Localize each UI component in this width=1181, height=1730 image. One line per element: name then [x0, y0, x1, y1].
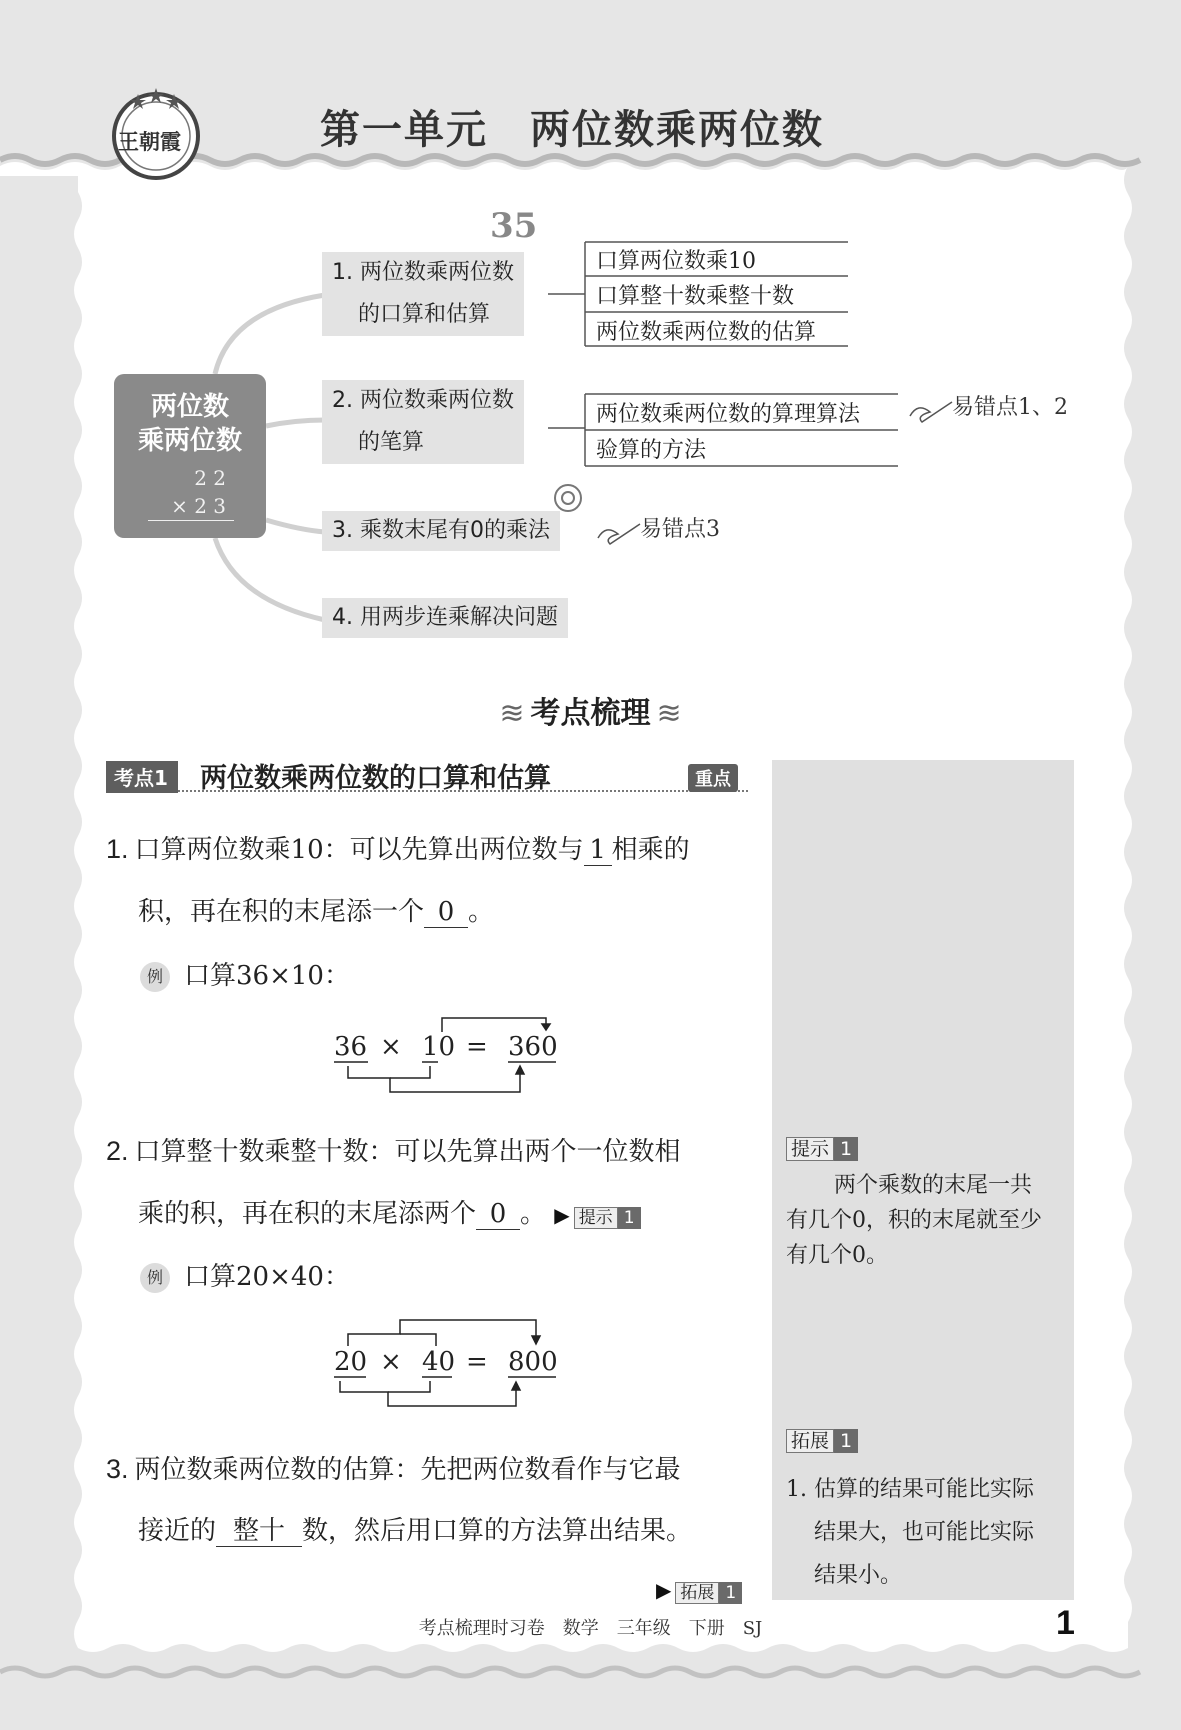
item-2-text-b: 乘的积，再在积的末尾添两个	[138, 1199, 477, 1229]
sidebar-ext-line-1: 1. 估算的结果可能比实际	[786, 1477, 1034, 1502]
section-heading	[0, 688, 1181, 732]
root-calc-top: 2 2	[194, 466, 226, 490]
decoration-35: 35	[490, 206, 538, 246]
sidebar-tip-label: 提示	[786, 1137, 834, 1161]
keypoint-title: 两位数乘两位数的口算和估算	[200, 763, 551, 794]
wave-right-icon: ≋	[656, 696, 682, 731]
item-3-line-2	[138, 1510, 692, 1547]
sidebar-tip-line-3: 有几个0。	[786, 1243, 888, 1268]
mindmap-root	[114, 374, 266, 538]
sidebar-tip-header	[786, 1134, 858, 1161]
item-1-number: 1.	[106, 834, 129, 864]
branch-4: 4. 用两步连乘解决问题	[322, 598, 568, 638]
branch-2-leaf-1: 两位数乘两位数的算理算法	[596, 402, 861, 427]
item-1-text-a: 口算两位数乘10：可以先算出两位数与	[134, 835, 584, 865]
note-error-point-3: 易错点3	[640, 517, 720, 542]
logo-text: 王朝霞	[118, 129, 181, 154]
ext-ref-number: 1	[719, 1582, 742, 1604]
note-error-points-1-2: 易错点1、2	[952, 395, 1068, 420]
item-1-text-c: 积，再在积的末尾添一个	[138, 897, 425, 927]
branch-1-line2: 的口算和估算	[358, 302, 491, 327]
tip-ref-1[interactable]	[574, 1200, 641, 1230]
sidebar-tip-number: 1	[834, 1137, 858, 1161]
diagram-2-op: ×	[380, 1347, 402, 1377]
root-line1: 两位数	[150, 392, 229, 422]
play-arrow-icon: ▶	[656, 1578, 672, 1602]
item-1-example-text: 口算36×10：	[184, 961, 350, 991]
page-number: 1	[1056, 1604, 1075, 1642]
sidebar-tip-text	[786, 1168, 1066, 1273]
sidebar-ext-label: 拓展	[786, 1429, 834, 1453]
play-arrow-icon: ▶	[554, 1203, 570, 1227]
diagram-1-a: 36	[334, 1032, 368, 1062]
item-1-text-b: 相乘的	[611, 835, 690, 865]
keypoint-tag: 考点1	[106, 761, 178, 793]
branch-2-leaf-2: 验算的方法	[596, 438, 707, 463]
diagram-2-r: 800	[508, 1347, 558, 1377]
keypoint-badge: 重点	[688, 764, 738, 792]
diagram-2-eq: =	[466, 1347, 488, 1377]
item-2-line-2	[138, 1193, 641, 1230]
sidebar-tip-line-2: 有几个0，积的末尾就至少	[786, 1208, 1042, 1233]
sidebar-ext-line-2: 结果大，也可能比实际	[814, 1520, 1035, 1545]
item-3-line-1	[106, 1449, 681, 1486]
ext-ref-row	[656, 1574, 742, 1605]
item-2-blank: 0	[476, 1199, 520, 1230]
example-mark: 例	[140, 962, 170, 992]
ext-ref-1[interactable]	[675, 1575, 742, 1605]
diagram-1-r: 360	[508, 1032, 558, 1062]
item-2-example	[140, 1256, 350, 1293]
branch-1	[322, 252, 524, 336]
item-3-number: 3.	[106, 1454, 129, 1484]
item-1-text-d: 。	[468, 897, 495, 927]
root-calc-bottom: × 2 3	[171, 494, 226, 518]
sidebar-ext-text	[786, 1468, 1066, 1597]
diagram-1-eq: =	[466, 1032, 488, 1062]
item-1-example	[140, 955, 350, 992]
root-line2: 乘两位数	[137, 426, 242, 456]
item-3-text-a: 两位数乘两位数的估算：先把两位数看作与它最	[134, 1455, 681, 1485]
item-3-text-b: 接近的	[138, 1516, 217, 1546]
item-3-blank: 整十	[216, 1516, 302, 1547]
item-1-blank-2: 0	[424, 897, 468, 928]
branch-2-line2: 的笔算	[358, 430, 425, 455]
sidebar-tip-line-1: 两个乘数的末尾一共	[834, 1173, 1033, 1198]
item-2-text-a: 口算整十数乘整十数：可以先算出两个一位数相	[134, 1137, 681, 1167]
diagram-2-b: 40	[422, 1347, 456, 1377]
branch-1-leaf-3: 两位数乘两位数的估算	[596, 320, 817, 345]
diagram-2-a: 20	[334, 1347, 368, 1377]
diagram-1-b: 10	[422, 1032, 456, 1062]
item-1-line-1	[106, 829, 690, 866]
unit-title: 第一单元 两位数乘两位数	[320, 107, 824, 153]
item-1-line-2	[138, 891, 494, 928]
example-mark: 例	[140, 1263, 170, 1293]
item-1-blank-1: 1	[584, 835, 612, 866]
item-2-line-1	[106, 1131, 681, 1168]
branch-1-leaf-1: 口算两位数乘10	[596, 249, 756, 274]
branch-2-line1: 2. 两位数乘两位数	[332, 388, 514, 413]
tip-ref-number: 1	[618, 1207, 641, 1229]
item-2-number: 2.	[106, 1136, 129, 1166]
item-3-text-c: 数，然后用口算的方法算出结果。	[302, 1516, 693, 1546]
tip-ref-label: 提示	[574, 1207, 618, 1229]
item-1-diagram	[320, 1010, 560, 1096]
sidebar-ext-header	[786, 1426, 858, 1453]
item-2-diagram	[320, 1314, 560, 1410]
branch-3: 3. 乘数末尾有0的乘法	[322, 511, 560, 551]
diagram-1-op: ×	[380, 1032, 402, 1062]
ext-ref-label: 拓展	[675, 1582, 719, 1604]
branch-1-leaf-2: 口算整十数乘整十数	[596, 284, 795, 309]
branch-1-line1: 1. 两位数乘两位数	[332, 260, 514, 285]
branch-2	[322, 380, 524, 464]
sidebar-ext-line-3: 结果小。	[814, 1563, 903, 1588]
item-2-example-text: 口算20×40：	[184, 1262, 350, 1292]
item-2-text-c: 。	[520, 1199, 547, 1229]
sidebar-ext-number: 1	[834, 1429, 858, 1453]
section-heading-text: 考点梳理	[530, 696, 651, 731]
mindmap-connectors	[0, 0, 1181, 700]
footer-text: 考点梳理时习卷 数学 三年级 下册 SJ	[418, 1618, 763, 1639]
wave-left-icon: ≋	[499, 696, 525, 731]
